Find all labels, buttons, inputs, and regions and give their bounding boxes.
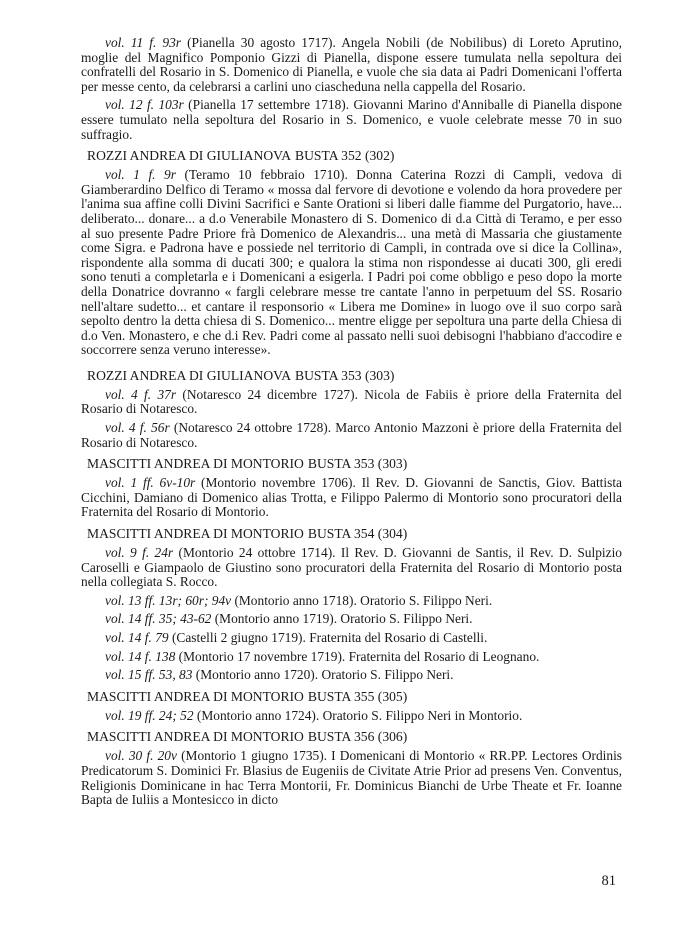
entry-reference: vol. 4 f. 37r bbox=[105, 386, 177, 402]
entry-reference: vol. 4 f. 56r bbox=[105, 420, 170, 436]
notary-name: MASCITTI ANDREA DI MONTORIO bbox=[87, 688, 304, 704]
entry-paragraph bbox=[81, 476, 622, 520]
page-number: 81 bbox=[601, 873, 616, 889]
entry-text: (Notaresco 24 ottobre 1728). Marco Antonio Mazzoni è priore della Fraternita del Rosario di Notaresco. bbox=[81, 420, 622, 450]
entry-text: (Pianella 17 settembre 1718). Giovanni Marino d'Anniballe di Pianella dispone essere tumulato nella sepoltura del Rosario in S. Domenico, e vuole celebrate messe 70 in suo suffragio. bbox=[81, 97, 622, 142]
entry-paragraph bbox=[81, 631, 622, 646]
entry-text: (Montorio novembre 1706). Il Rev. D. Giovanni de Sanctis, Giov. Battista Cicchini, Damiano di Domenico alias Trotta, e Filippo Palermo di Montorio sono procuratori della Fraternita del Rosario di Montorio. bbox=[81, 475, 622, 520]
busta-label: BUSTA 353 (303) bbox=[295, 367, 395, 383]
busta-label: BUSTA 354 (304) bbox=[307, 526, 408, 542]
section-heading bbox=[87, 526, 622, 541]
entry-reference: vol. 11 f. 93r bbox=[105, 35, 182, 50]
entry-reference: vol. 30 f. 20v bbox=[105, 748, 177, 764]
entry-reference: vol. 14 ff. 35; 43-62 bbox=[105, 611, 212, 627]
entry-text: (Pianella 30 agosto 1717). Angela Nobili (de Nobilibus) di Loreto Aprutino, moglie del Magnifico Pomponio Gizzi di Pianella, dispone essere tumulata nella sepoltura dei confratelli del Rosario in S. Domenico di Pianella, e vuole che sia data ai Padri Domenicani l'offerta per messe cento, da celebrarsi a carlini uno ciascheduna nella cappella del Rosario. bbox=[81, 35, 622, 94]
section-heading bbox=[87, 368, 622, 383]
entry-paragraph bbox=[81, 709, 622, 724]
section-heading bbox=[87, 148, 622, 163]
entry-reference: vol. 13 ff. 13r; 60r; 94v bbox=[105, 592, 232, 608]
entry-paragraph bbox=[81, 388, 622, 417]
entry-paragraph bbox=[81, 594, 622, 609]
section-heading bbox=[87, 456, 622, 471]
entry-reference: vol. 14 f. 138 bbox=[105, 648, 176, 664]
entry-reference: vol. 1 f. 9r bbox=[105, 167, 176, 183]
notary-name: MASCITTI ANDREA DI MONTORIO bbox=[87, 456, 304, 472]
entry-reference: vol. 1 ff. 6v-10r bbox=[105, 475, 196, 491]
entry-text: (Montorio 17 novembre 1719). Fraternita del Rosario di Leognano. bbox=[175, 648, 540, 664]
entry-text: (Montorio 1 giugno 1735). I Domenicani di Montorio « RR.PP. Lectores Ordinis Predicatorum S. Dominici Fr. Blasius de Eugeniis de Civitate Atrie Prior ad presens Ven. Conventus, Religionis Dominicane in hac Terra Montorii, Fr. Dominicus Bianchi de Urbe Theate et Fr. Ioanne Bapta de Iuliis a Montesicco in dicto bbox=[81, 748, 622, 808]
entry-text: (Montorio anno 1724). Oratorio S. Filippo Neri in Montorio. bbox=[193, 707, 523, 723]
entry-paragraph bbox=[81, 668, 622, 683]
notary-name: MASCITTI ANDREA DI MONTORIO bbox=[87, 729, 304, 745]
entry-text: (Notaresco 24 dicembre 1727). Nicola de Fabiis è priore della Fraternita del Rosario di Notaresco. bbox=[81, 386, 622, 417]
entry-text: (Montorio anno 1718). Oratorio S. Filippo Neri. bbox=[231, 592, 493, 608]
page-body bbox=[81, 36, 622, 808]
busta-label: BUSTA 355 (305) bbox=[307, 688, 408, 704]
notary-name: MASCITTI ANDREA DI MONTORIO bbox=[87, 526, 304, 542]
notary-name: ROZZI ANDREA DI GIULIANOVA bbox=[87, 367, 292, 383]
entry-paragraph bbox=[81, 749, 622, 807]
section-heading bbox=[87, 729, 622, 744]
entry-paragraph bbox=[81, 612, 622, 627]
entry-text: (Montorio 24 ottobre 1714). Il Rev. D. Giovanni de Santis, il Rev. D. Sulpizio Caroselli e Giampaolo de Giustino sono procuratori della Fraternita del Rosario di Montorio posta nella collegiata S. Rocco. bbox=[81, 545, 622, 590]
entry-text: (Montorio anno 1720). Oratorio S. Filippo Neri. bbox=[192, 667, 454, 683]
entry-paragraph bbox=[81, 168, 622, 358]
entry-text: (Montorio anno 1719). Oratorio S. Filippo Neri. bbox=[211, 611, 473, 627]
busta-label: BUSTA 352 (302) bbox=[295, 148, 395, 164]
entry-reference: vol. 14 f. 79 bbox=[105, 630, 169, 645]
entry-paragraph bbox=[81, 421, 622, 450]
entry-reference: vol. 19 ff. 24; 52 bbox=[105, 707, 194, 723]
entry-reference: vol. 12 f. 103r bbox=[105, 97, 184, 113]
entry-paragraph bbox=[81, 546, 622, 590]
entry-text: (Teramo 10 febbraio 1710). Donna Caterina Rozzi di Campli, vedova di Giamberardino Delfico di Teramo « mossa dal fervore di devotione e volendo da hora provedere per l'anima sua affine colli Divini Sacrifici e Sante Orationi si liberi dalle fiamme del Purgatorio, have... deliberato... donare... a d.o Venerabile Monastero di S. Domenico di d.a Città di Teramo, e per esso al suo presente Padre Priore frà Domenico de Alexandris... una metà di Massaria che giustamente come Sigra. e Padrona have e possiede nel territorio di Campli, in contrada ove si dice la Collina», rispondente alla somma di ducati 300; e qualora la stima non rispondesse ai ducati 300, gli eredi sono tenuti a completarla e i Domenicani a esigerla. I Padri poi come obbligo e peso dopo la morte della Donatrice dovranno « fargli celebrare messe tre cantate l'anno in perpetuum del SS. Rosario nell'altare sudetto... et cantare il responsorio « Libera me Domine» in luogo ove il suo corpo sarà sepolto dentro la detta chiesa di S. Domenico... mentre eligge per sepoltura una parte della Chiesa di d.o Ven. Monastero, e che d.i Rev. Padri come al passato nelli suoi debisogni l'habbiano d'accodire e soccorrere senza veruno interesse». bbox=[81, 167, 623, 358]
entry-text: (Castelli 2 giugno 1719). Fraternita del Rosario di Castelli. bbox=[168, 630, 488, 645]
entry-paragraph bbox=[81, 36, 622, 94]
section-heading bbox=[87, 689, 622, 704]
busta-label: BUSTA 356 (306) bbox=[307, 729, 408, 745]
notary-name: ROZZI ANDREA DI GIULIANOVA bbox=[87, 148, 292, 164]
entry-paragraph bbox=[81, 650, 622, 665]
busta-label: BUSTA 353 (303) bbox=[307, 456, 408, 472]
entry-reference: vol. 15 ff. 53, 83 bbox=[105, 667, 193, 683]
entry-reference: vol. 9 f. 24r bbox=[105, 545, 174, 561]
entry-paragraph bbox=[81, 98, 622, 142]
